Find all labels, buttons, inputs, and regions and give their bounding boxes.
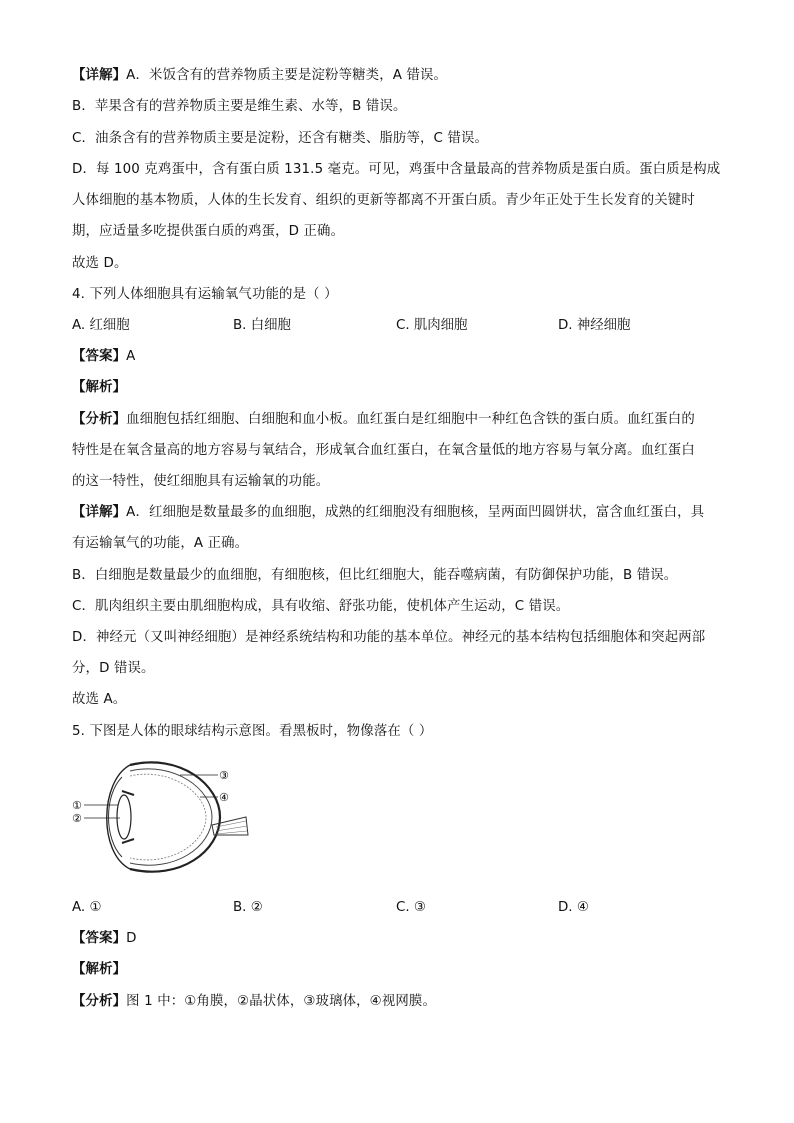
detail-line-a [72,66,447,86]
q4-fenxi-line-3: 的这一特性，使红细胞具有运输氧的功能。 [72,474,330,489]
retina-layer [130,774,206,860]
detail-label: 【详解】 [72,68,127,83]
q4-detail-line-5: D．神经元（又叫神经细胞）是神经系统结构和功能的基本单位。神经元的基本结构包括细胞体和突起两部 [72,630,706,645]
detail-text: A．红细胞是数量最多的血细胞，成熟的红细胞没有细胞核，呈两面凹圆饼状，富含血红蛋白，具 [126,505,705,520]
q5-option-d: D. ④ [558,900,589,915]
detail-line-d2: 人体细胞的基本物质，人体的生长发育、组织的更新等都离不开蛋白质。青少年正处于生长发育的关键时 [72,193,695,208]
q4-detail-line-6: 分，D 错误。 [72,661,155,676]
q4-fenxi-line-1 [72,410,695,430]
q4-option-a: A. 红细胞 [72,318,130,333]
detail-label: 【详解】 [72,505,127,520]
fenxi-text: 血细胞包括红细胞、白细胞和血小板。血红蛋白是红细胞中一种红色含铁的蛋白质。血红蛋白的 [126,412,695,427]
detail-line-c: C．油条含有的营养物质主要是淀粉，还含有糖类、脂肪等，C 错误。 [72,131,489,146]
q4-option-d: D. 神经细胞 [558,318,631,333]
q4-detail-line-2: 有运输氧气的功能，A 正确。 [72,536,249,551]
optic-nerve-fiber-2 [216,826,247,831]
conclusion-line: 故选 D。 [72,256,128,271]
optic-nerve-fiber-3 [216,831,247,834]
answer-value: A [126,349,136,364]
fenxi-label: 【分析】 [72,412,127,427]
q5-answer [72,929,137,949]
q5-option-a: A. ① [72,900,102,915]
answer-label: 【答案】 [72,349,127,364]
question-5: 5. 下图是人体的眼球结构示意图。看黑板时，物像落在（ ） [72,724,433,739]
eye-outer-wall [130,762,220,871]
q4-analysis-label: 【解析】 [72,380,127,395]
label-1: ① [72,799,82,812]
detail-text: A．米饭含有的营养物质主要是淀粉等糖类，A 错误。 [126,68,448,83]
q5-option-b: B. ② [233,900,263,915]
q4-option-b: B. 白细胞 [233,318,291,333]
eyeball-diagram [70,755,250,880]
q4-option-c: C. 肌肉细胞 [396,318,468,333]
iris-bottom [122,839,134,843]
label-2: ② [72,812,82,825]
q4-conclusion: 故选 A。 [72,692,127,707]
q5-option-c: C. ③ [396,900,426,915]
q5-fenxi [72,992,436,1012]
detail-line-d3: 期，应适量多吃提供蛋白质的鸡蛋，D 正确。 [72,224,345,239]
eye-inner-wall [130,769,212,865]
label-3: ③ [219,769,229,782]
lens [117,795,131,839]
question-4: 4. 下列人体细胞具有运输氧气功能的是（ ） [72,287,338,302]
q4-detail-line-1 [72,503,704,523]
q4-fenxi-line-2: 特性是在氧含量高的地方容易与氧结合，形成氧合血红蛋白，在氧含量低的地方容易与氧分离。血红蛋白 [72,443,695,458]
answer-value: D [126,931,137,946]
q4-answer [72,347,135,367]
label-4: ④ [219,791,229,804]
q4-detail-line-4: C．肌肉组织主要由肌细胞构成，具有收缩、舒张功能，使机体产生运动，C 错误。 [72,599,570,614]
detail-line-b: B．苹果含有的营养物质主要是维生素、水等，B 错误。 [72,99,407,114]
q4-detail-line-3: B．白细胞是数量最少的血细胞，有细胞核，但比红细胞大，能吞噬病菌，有防御保护功能，B 错误。 [72,568,678,583]
detail-line-d1: D．每 100 克鸡蛋中，含有蛋白质 131.5 毫克。可见，鸡蛋中含量最高的营养物质是蛋白质。蛋白质是构成 [72,162,721,177]
iris-top [122,791,134,795]
q5-analysis-label: 【解析】 [72,962,127,977]
fenxi-text: 图 1 中：①角膜，②晶状体，③玻璃体，④视网膜。 [126,994,437,1009]
fenxi-label: 【分析】 [72,994,127,1009]
answer-label: 【答案】 [72,931,127,946]
